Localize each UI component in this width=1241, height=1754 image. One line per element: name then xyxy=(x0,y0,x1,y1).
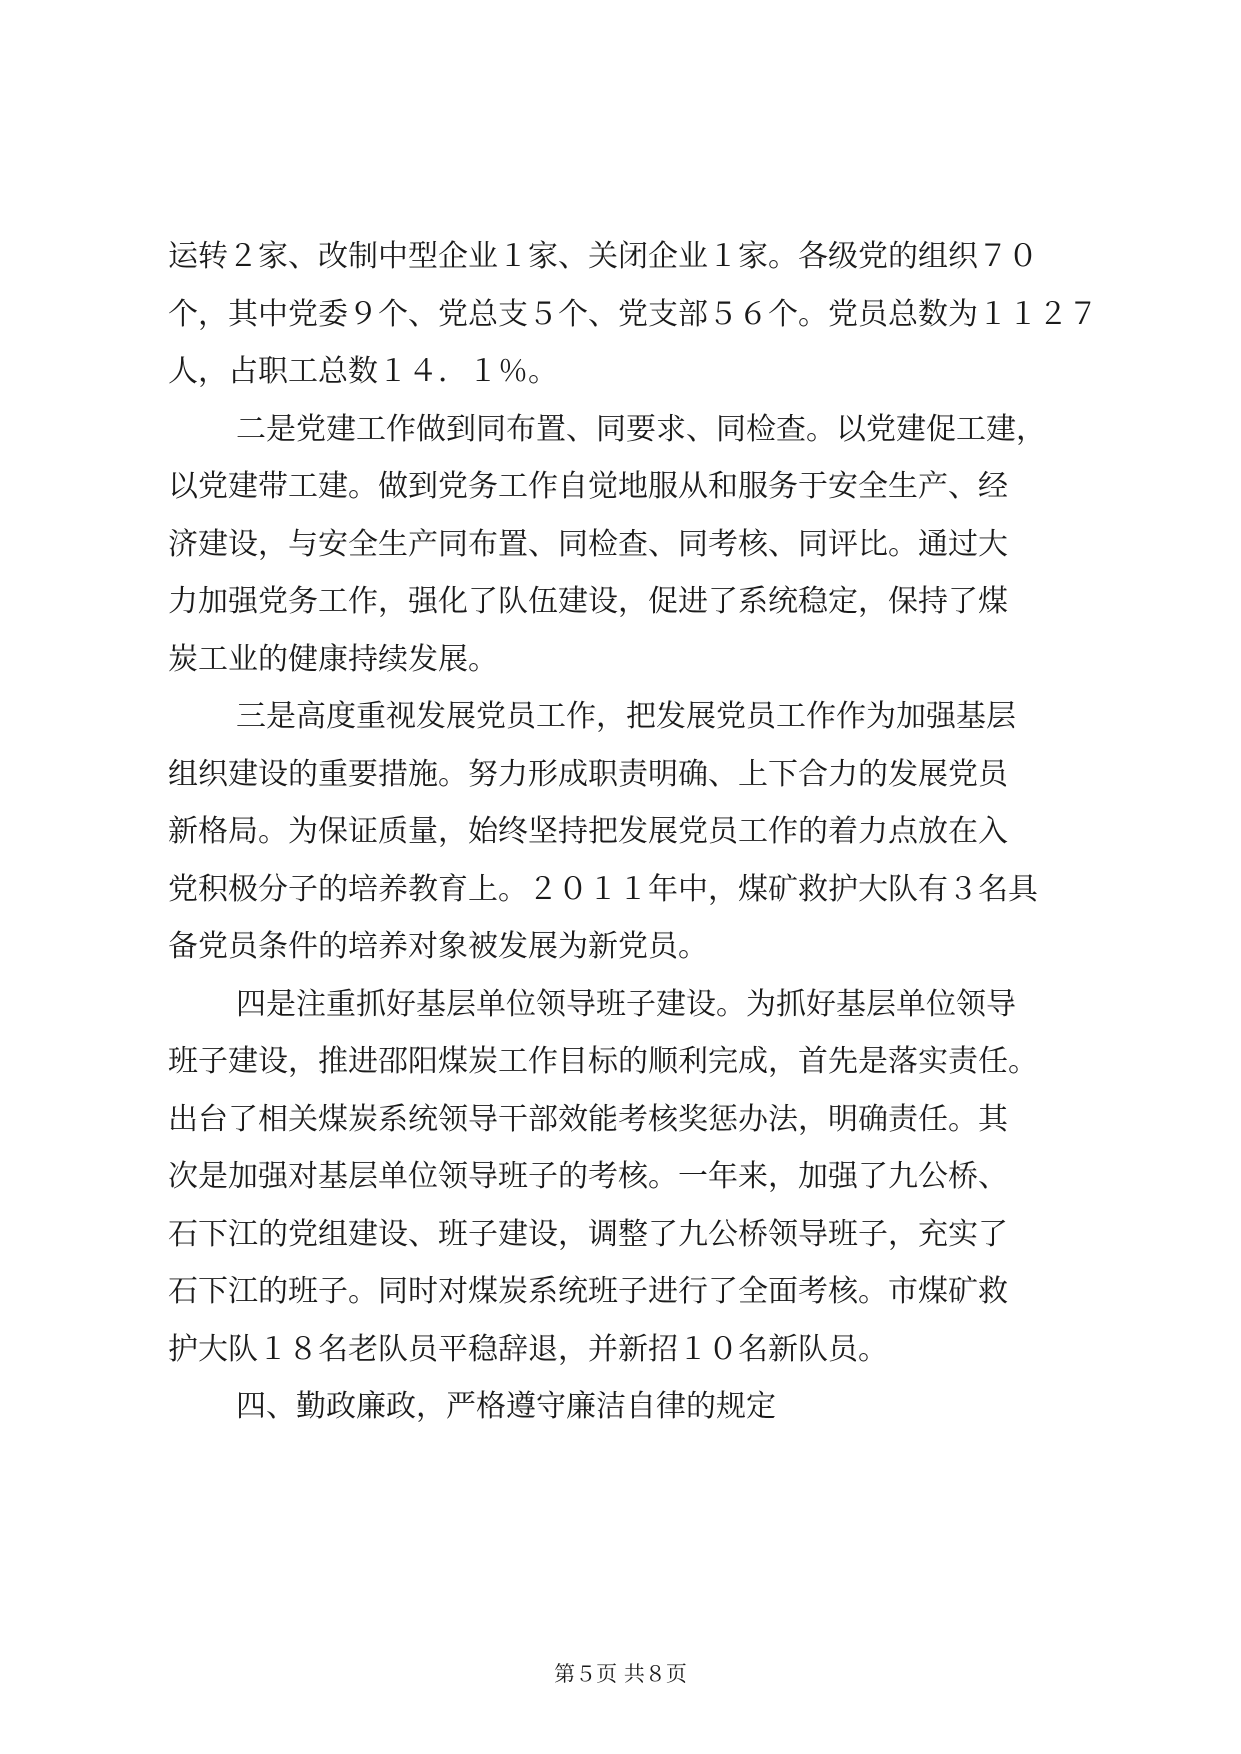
text-line: 石下江的班子。同时对煤炭系统班子进行了全面考核。市煤矿救 xyxy=(168,1274,1008,1309)
text-line: 运转２家、改制中型企业１家、关闭企业１家。各级党的组织７０ xyxy=(168,239,1038,274)
text-line: 力加强党务工作，强化了队伍建设，促进了系统稳定，保持了煤 xyxy=(168,584,1008,619)
document-body xyxy=(168,228,1098,1436)
text-line: 护大队１８名老队员平稳辞退，并新招１０名新队员。 xyxy=(168,1331,888,1367)
text-line: 党积极分子的培养教育上。２０１１年中，煤矿救护大队有３名具 xyxy=(168,871,1038,907)
page-number-footer: 第５页 共８页 xyxy=(554,1662,687,1686)
paragraph-start-line: 二是党建工作做到同布置、同要求、同检查。以党建促工建， xyxy=(236,411,1046,447)
text-line: 班子建设，推进邵阳煤炭工作目标的顺利完成，首先是落实责任。 xyxy=(168,1044,1038,1079)
text-line: 炭工业的健康持续发展。 xyxy=(168,641,498,677)
text-line: 以党建带工建。做到党务工作自觉地服从和服务于安全生产、经 xyxy=(168,469,1008,504)
paragraph-start-line: 四是注重抓好基层单位领导班子建设。为抓好基层单位领导 xyxy=(236,986,1016,1022)
text-line: 次是加强对基层单位领导班子的考核。一年来，加强了九公桥、 xyxy=(168,1159,1008,1194)
text-line: 个，其中党委９个、党总支５个、党支部５６个。党员总数为１１２７ xyxy=(168,296,1098,332)
text-line: 组织建设的重要措施。努力形成职责明确、上下合力的发展党员 xyxy=(168,756,1008,792)
text-line: 备党员条件的培养对象被发展为新党员。 xyxy=(168,929,708,964)
section-heading: 四、勤政廉政，严格遵守廉洁自律的规定 xyxy=(236,1389,776,1424)
text-line: 石下江的党组建设、班子建设，调整了九公桥领导班子，充实了 xyxy=(168,1216,1008,1252)
text-line: 人，占职工总数１４．１％。 xyxy=(168,354,558,389)
text-line: 新格局。为保证质量，始终坚持把发展党员工作的着力点放在入 xyxy=(168,814,1008,849)
paragraph-start-line: 三是高度重视发展党员工作，把发展党员工作作为加强基层 xyxy=(236,699,1016,734)
text-line: 济建设，与安全生产同布置、同检查、同考核、同评比。通过大 xyxy=(168,526,1008,562)
text-line: 出台了相关煤炭系统领导干部效能考核奖惩办法，明确责任。其 xyxy=(168,1101,1008,1137)
